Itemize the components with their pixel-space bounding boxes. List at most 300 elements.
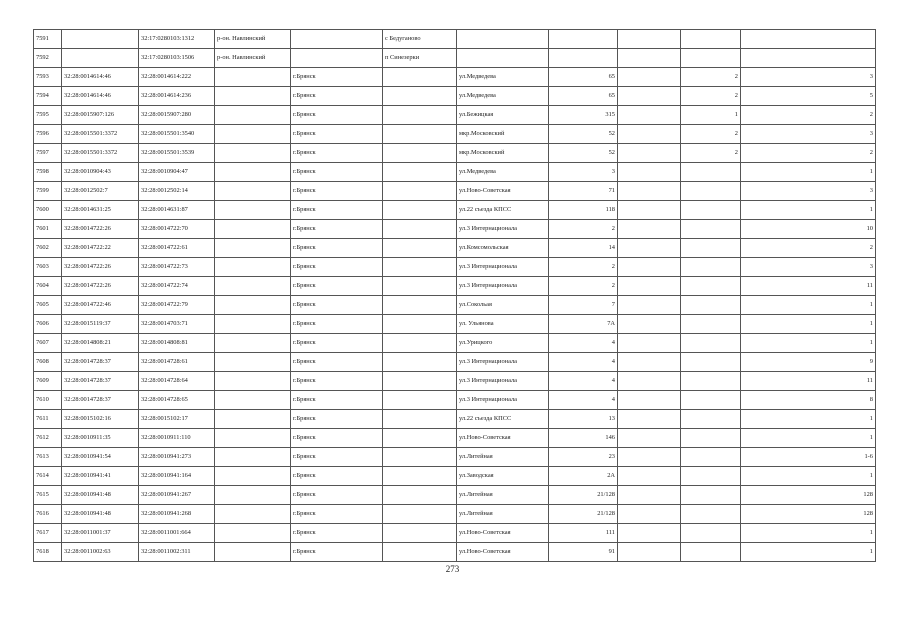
- cadastral-number-cell: 32:28:0012502:14: [139, 182, 215, 201]
- land-parcel-number-cell: 32:28:0010941:41: [62, 467, 139, 486]
- city-cell: г.Брянск: [291, 277, 383, 296]
- land-parcel-number-cell: [62, 49, 139, 68]
- district-cell: р-он. Навлинский: [215, 30, 291, 49]
- district-cell: [215, 277, 291, 296]
- house-cell: 21/128: [549, 505, 618, 524]
- table-row: [34, 524, 876, 543]
- settlement-cell: [383, 144, 457, 163]
- city-cell: [291, 49, 383, 68]
- table-row: [34, 277, 876, 296]
- settlement-cell: [383, 334, 457, 353]
- table-row: [34, 410, 876, 429]
- district-cell: [215, 163, 291, 182]
- house-cell: [549, 49, 618, 68]
- city-cell: г.Брянск: [291, 353, 383, 372]
- land-parcel-number-cell: 32:28:0014728:37: [62, 391, 139, 410]
- floor-cell: 2: [681, 87, 741, 106]
- settlement-cell: [383, 467, 457, 486]
- street-cell: ул.Комсомольская: [457, 239, 549, 258]
- apartment-cell: 2: [741, 239, 876, 258]
- district-cell: [215, 410, 291, 429]
- settlement-cell: [383, 410, 457, 429]
- city-cell: г.Брянск: [291, 448, 383, 467]
- floor-cell: [681, 182, 741, 201]
- table-row: [34, 296, 876, 315]
- house-cell: 52: [549, 125, 618, 144]
- city-cell: г.Брянск: [291, 315, 383, 334]
- apartment-cell: 1: [741, 543, 876, 562]
- land-parcel-number-cell: 32:28:0014722:26: [62, 220, 139, 239]
- city-cell: г.Брянск: [291, 467, 383, 486]
- district-cell: [215, 334, 291, 353]
- floor-cell: [681, 258, 741, 277]
- district-cell: [215, 87, 291, 106]
- apartment-cell: 1: [741, 524, 876, 543]
- house-cell: 111: [549, 524, 618, 543]
- floor-cell: [681, 372, 741, 391]
- land-parcel-number-cell: 32:28:0015119:37: [62, 315, 139, 334]
- house-cell: 4: [549, 391, 618, 410]
- table-row: [34, 125, 876, 144]
- record-number-cell: 7600: [34, 201, 62, 220]
- district-cell: [215, 144, 291, 163]
- table-row: [34, 448, 876, 467]
- table-row: [34, 87, 876, 106]
- land-parcel-number-cell: 32:28:0014722:22: [62, 239, 139, 258]
- street-cell: ул.Медведева: [457, 68, 549, 87]
- land-parcel-number-cell: 32:28:0014722:26: [62, 277, 139, 296]
- table-row: [34, 334, 876, 353]
- record-number-cell: 7601: [34, 220, 62, 239]
- cadastral-number-cell: 32:17:0280103:1312: [139, 30, 215, 49]
- district-cell: [215, 524, 291, 543]
- apartment-cell: 128: [741, 505, 876, 524]
- cadastral-number-cell: 32:28:0011002:311: [139, 543, 215, 562]
- floor-cell: [681, 391, 741, 410]
- land-parcel-number-cell: 32:28:0015501:3372: [62, 125, 139, 144]
- table-row: [34, 106, 876, 125]
- street-cell: ул.Урицкого: [457, 334, 549, 353]
- street-cell: ул.Сокольая: [457, 296, 549, 315]
- table-row: [34, 201, 876, 220]
- street-cell: ул.Ново-Советская: [457, 543, 549, 562]
- house-cell: 23: [549, 448, 618, 467]
- building-cell: [618, 391, 681, 410]
- land-parcel-number-cell: 32:28:0015501:3372: [62, 144, 139, 163]
- house-cell: 65: [549, 87, 618, 106]
- district-cell: [215, 429, 291, 448]
- land-parcel-number-cell: 32:28:0010941:48: [62, 486, 139, 505]
- record-number-cell: 7613: [34, 448, 62, 467]
- building-cell: [618, 315, 681, 334]
- table-row: [34, 315, 876, 334]
- house-cell: 21/128: [549, 486, 618, 505]
- table-row: [34, 353, 876, 372]
- table-row: [34, 30, 876, 49]
- settlement-cell: [383, 448, 457, 467]
- record-number-cell: 7618: [34, 543, 62, 562]
- settlement-cell: [383, 106, 457, 125]
- cadastral-number-cell: 32:28:0014722:61: [139, 239, 215, 258]
- district-cell: [215, 68, 291, 87]
- street-cell: ул.22 съезда КПСС: [457, 201, 549, 220]
- record-number-cell: 7607: [34, 334, 62, 353]
- table-row: [34, 543, 876, 562]
- record-number-cell: 7597: [34, 144, 62, 163]
- apartment-cell: 1: [741, 410, 876, 429]
- building-cell: [618, 543, 681, 562]
- city-cell: г.Брянск: [291, 125, 383, 144]
- land-parcel-number-cell: 32:28:0014722:26: [62, 258, 139, 277]
- street-cell: ул.Ново-Советская: [457, 182, 549, 201]
- floor-cell: [681, 543, 741, 562]
- cadastral-number-cell: 32:28:0014614:222: [139, 68, 215, 87]
- cadastral-number-cell: 32:28:0010911:110: [139, 429, 215, 448]
- building-cell: [618, 410, 681, 429]
- house-cell: 4: [549, 334, 618, 353]
- district-cell: [215, 182, 291, 201]
- house-cell: 4: [549, 353, 618, 372]
- table-row: [34, 372, 876, 391]
- apartment-cell: 128: [741, 486, 876, 505]
- district-cell: [215, 220, 291, 239]
- street-cell: [457, 49, 549, 68]
- page-number: 273: [445, 564, 460, 574]
- building-cell: [618, 486, 681, 505]
- record-number-cell: 7593: [34, 68, 62, 87]
- apartment-cell: 11: [741, 372, 876, 391]
- street-cell: мкр.Московский: [457, 125, 549, 144]
- building-cell: [618, 163, 681, 182]
- house-cell: 7А: [549, 315, 618, 334]
- settlement-cell: п Синезерки: [383, 49, 457, 68]
- land-parcel-number-cell: 32:28:0014722:46: [62, 296, 139, 315]
- apartment-cell: 2: [741, 106, 876, 125]
- building-cell: [618, 429, 681, 448]
- record-number-cell: 7592: [34, 49, 62, 68]
- street-cell: [457, 30, 549, 49]
- floor-cell: [681, 296, 741, 315]
- house-cell: 65: [549, 68, 618, 87]
- cadastral-number-cell: 32:28:0011001:664: [139, 524, 215, 543]
- building-cell: [618, 182, 681, 201]
- cadastral-number-cell: 32:28:0014722:73: [139, 258, 215, 277]
- apartment-cell: 3: [741, 258, 876, 277]
- city-cell: г.Брянск: [291, 87, 383, 106]
- apartment-cell: 1: [741, 334, 876, 353]
- settlement-cell: [383, 315, 457, 334]
- cadastral-number-cell: 32:28:0015501:3539: [139, 144, 215, 163]
- table-row: [34, 391, 876, 410]
- cadastral-number-cell: 32:28:0010904:47: [139, 163, 215, 182]
- land-parcel-number-cell: 32:28:0010941:54: [62, 448, 139, 467]
- record-number-cell: 7616: [34, 505, 62, 524]
- land-parcel-number-cell: 32:28:0014614:46: [62, 68, 139, 87]
- building-cell: [618, 144, 681, 163]
- street-cell: ул.Медведева: [457, 87, 549, 106]
- land-parcel-number-cell: 32:28:0010904:43: [62, 163, 139, 182]
- apartment-cell: 1: [741, 163, 876, 182]
- district-cell: [215, 258, 291, 277]
- cadastral-number-cell: 32:28:0014722:79: [139, 296, 215, 315]
- district-cell: [215, 125, 291, 144]
- record-number-cell: 7608: [34, 353, 62, 372]
- apartment-cell: 3: [741, 182, 876, 201]
- cadastral-number-cell: 32:17:0280103:1506: [139, 49, 215, 68]
- settlement-cell: [383, 258, 457, 277]
- floor-cell: [681, 49, 741, 68]
- house-cell: [549, 30, 618, 49]
- city-cell: г.Брянск: [291, 543, 383, 562]
- table-row: [34, 486, 876, 505]
- record-number-cell: 7614: [34, 467, 62, 486]
- floor-cell: 2: [681, 125, 741, 144]
- district-cell: [215, 543, 291, 562]
- city-cell: г.Брянск: [291, 68, 383, 87]
- floor-cell: [681, 163, 741, 182]
- floor-cell: [681, 239, 741, 258]
- district-cell: [215, 201, 291, 220]
- house-cell: 315: [549, 106, 618, 125]
- table-row: [34, 220, 876, 239]
- street-cell: ул.22 съезда КПСС: [457, 410, 549, 429]
- cadastral-number-cell: 32:28:0014722:74: [139, 277, 215, 296]
- land-parcel-number-cell: 32:28:0010941:48: [62, 505, 139, 524]
- street-cell: ул. Ульянова: [457, 315, 549, 334]
- house-cell: 2: [549, 258, 618, 277]
- cadastral-number-cell: 32:28:0015501:3540: [139, 125, 215, 144]
- settlement-cell: [383, 201, 457, 220]
- land-parcel-number-cell: 32:28:0011002:63: [62, 543, 139, 562]
- district-cell: [215, 467, 291, 486]
- floor-cell: [681, 505, 741, 524]
- floor-cell: [681, 429, 741, 448]
- settlement-cell: [383, 163, 457, 182]
- floor-cell: [681, 201, 741, 220]
- house-cell: 2: [549, 220, 618, 239]
- settlement-cell: [383, 125, 457, 144]
- table-row: [34, 68, 876, 87]
- house-cell: 7: [549, 296, 618, 315]
- district-cell: [215, 448, 291, 467]
- city-cell: г.Брянск: [291, 429, 383, 448]
- house-cell: 13: [549, 410, 618, 429]
- apartment-cell: 1: [741, 429, 876, 448]
- apartment-cell: 11: [741, 277, 876, 296]
- floor-cell: 2: [681, 68, 741, 87]
- building-cell: [618, 524, 681, 543]
- house-cell: 118: [549, 201, 618, 220]
- cadastral-number-cell: 32:28:0015102:17: [139, 410, 215, 429]
- apartment-cell: 3: [741, 68, 876, 87]
- record-number-cell: 7612: [34, 429, 62, 448]
- apartment-cell: [741, 30, 876, 49]
- floor-cell: [681, 486, 741, 505]
- floor-cell: [681, 315, 741, 334]
- street-cell: ул.Литейная: [457, 486, 549, 505]
- settlement-cell: [383, 87, 457, 106]
- building-cell: [618, 49, 681, 68]
- district-cell: [215, 353, 291, 372]
- table-row: [34, 49, 876, 68]
- cadastral-number-cell: 32:28:0014703:71: [139, 315, 215, 334]
- settlement-cell: [383, 372, 457, 391]
- cadastral-number-cell: 32:28:0014722:70: [139, 220, 215, 239]
- cadastral-registry-table: [33, 29, 876, 562]
- floor-cell: [681, 448, 741, 467]
- record-number-cell: 7605: [34, 296, 62, 315]
- city-cell: г.Брянск: [291, 106, 383, 125]
- city-cell: г.Брянск: [291, 258, 383, 277]
- record-number-cell: 7604: [34, 277, 62, 296]
- apartment-cell: 1: [741, 296, 876, 315]
- building-cell: [618, 30, 681, 49]
- settlement-cell: [383, 486, 457, 505]
- building-cell: [618, 125, 681, 144]
- apartment-cell: [741, 49, 876, 68]
- cadastral-number-cell: 32:28:0014728:61: [139, 353, 215, 372]
- apartment-cell: 10: [741, 220, 876, 239]
- settlement-cell: [383, 543, 457, 562]
- district-cell: [215, 315, 291, 334]
- apartment-cell: 3: [741, 125, 876, 144]
- city-cell: г.Брянск: [291, 220, 383, 239]
- city-cell: г.Брянск: [291, 524, 383, 543]
- street-cell: ул.Медведева: [457, 163, 549, 182]
- settlement-cell: [383, 239, 457, 258]
- district-cell: [215, 486, 291, 505]
- record-number-cell: 7609: [34, 372, 62, 391]
- house-cell: 3: [549, 163, 618, 182]
- building-cell: [618, 258, 681, 277]
- cadastral-number-cell: 32:28:0014728:64: [139, 372, 215, 391]
- building-cell: [618, 201, 681, 220]
- apartment-cell: 1: [741, 315, 876, 334]
- land-parcel-number-cell: 32:28:0014808:21: [62, 334, 139, 353]
- city-cell: г.Брянск: [291, 410, 383, 429]
- settlement-cell: [383, 353, 457, 372]
- floor-cell: [681, 353, 741, 372]
- table-body: [34, 30, 876, 562]
- cadastral-number-cell: 32:28:0010941:267: [139, 486, 215, 505]
- building-cell: [618, 334, 681, 353]
- record-number-cell: 7603: [34, 258, 62, 277]
- house-cell: 146: [549, 429, 618, 448]
- land-parcel-number-cell: 32:28:0010911:35: [62, 429, 139, 448]
- record-number-cell: 7611: [34, 410, 62, 429]
- street-cell: ул.Ново-Советская: [457, 524, 549, 543]
- floor-cell: 2: [681, 144, 741, 163]
- street-cell: ул.3 Интернационала: [457, 220, 549, 239]
- city-cell: г.Брянск: [291, 372, 383, 391]
- table-row: [34, 239, 876, 258]
- floor-cell: [681, 524, 741, 543]
- floor-cell: [681, 30, 741, 49]
- cadastral-number-cell: 32:28:0015907:280: [139, 106, 215, 125]
- building-cell: [618, 448, 681, 467]
- building-cell: [618, 353, 681, 372]
- record-number-cell: 7596: [34, 125, 62, 144]
- floor-cell: [681, 277, 741, 296]
- building-cell: [618, 239, 681, 258]
- building-cell: [618, 505, 681, 524]
- apartment-cell: 5: [741, 87, 876, 106]
- apartment-cell: 2: [741, 144, 876, 163]
- cadastral-number-cell: 32:28:0010941:164: [139, 467, 215, 486]
- house-cell: 14: [549, 239, 618, 258]
- city-cell: г.Брянск: [291, 334, 383, 353]
- record-number-cell: 7599: [34, 182, 62, 201]
- cadastral-number-cell: 32:28:0010941:268: [139, 505, 215, 524]
- settlement-cell: [383, 524, 457, 543]
- city-cell: г.Брянск: [291, 163, 383, 182]
- floor-cell: 1: [681, 106, 741, 125]
- land-parcel-number-cell: 32:28:0011001:37: [62, 524, 139, 543]
- city-cell: г.Брянск: [291, 505, 383, 524]
- land-parcel-number-cell: 32:28:0014631:25: [62, 201, 139, 220]
- house-cell: 2А: [549, 467, 618, 486]
- record-number-cell: 7598: [34, 163, 62, 182]
- land-parcel-number-cell: 32:28:0012502:7: [62, 182, 139, 201]
- district-cell: [215, 106, 291, 125]
- city-cell: г.Брянск: [291, 391, 383, 410]
- building-cell: [618, 372, 681, 391]
- apartment-cell: 1-6: [741, 448, 876, 467]
- street-cell: мкр.Московский: [457, 144, 549, 163]
- building-cell: [618, 277, 681, 296]
- street-cell: ул.3 Интернационала: [457, 353, 549, 372]
- cadastral-number-cell: 32:28:0010941:273: [139, 448, 215, 467]
- street-cell: ул.3 Интернационала: [457, 391, 549, 410]
- cadastral-number-cell: 32:28:0014728:65: [139, 391, 215, 410]
- table-row: [34, 429, 876, 448]
- house-cell: 2: [549, 277, 618, 296]
- land-parcel-number-cell: 32:28:0015102:16: [62, 410, 139, 429]
- street-cell: ул.Литейная: [457, 448, 549, 467]
- house-cell: 71: [549, 182, 618, 201]
- record-number-cell: 7594: [34, 87, 62, 106]
- city-cell: г.Брянск: [291, 486, 383, 505]
- cadastral-number-cell: 32:28:0014808:81: [139, 334, 215, 353]
- settlement-cell: с Бедуганово: [383, 30, 457, 49]
- record-number-cell: 7602: [34, 239, 62, 258]
- house-cell: 91: [549, 543, 618, 562]
- record-number-cell: 7595: [34, 106, 62, 125]
- street-cell: ул.Литейная: [457, 505, 549, 524]
- street-cell: ул.3 Интернационала: [457, 372, 549, 391]
- settlement-cell: [383, 277, 457, 296]
- floor-cell: [681, 410, 741, 429]
- table-row: [34, 163, 876, 182]
- settlement-cell: [383, 296, 457, 315]
- settlement-cell: [383, 505, 457, 524]
- record-number-cell: 7591: [34, 30, 62, 49]
- street-cell: ул.Заводская: [457, 467, 549, 486]
- building-cell: [618, 296, 681, 315]
- land-parcel-number-cell: 32:28:0015907:126: [62, 106, 139, 125]
- settlement-cell: [383, 429, 457, 448]
- settlement-cell: [383, 391, 457, 410]
- district-cell: [215, 239, 291, 258]
- record-number-cell: 7610: [34, 391, 62, 410]
- record-number-cell: 7615: [34, 486, 62, 505]
- street-cell: ул.3 Интернационала: [457, 258, 549, 277]
- settlement-cell: [383, 182, 457, 201]
- street-cell: ул.3 Интернационала: [457, 277, 549, 296]
- land-parcel-number-cell: [62, 30, 139, 49]
- building-cell: [618, 68, 681, 87]
- district-cell: [215, 296, 291, 315]
